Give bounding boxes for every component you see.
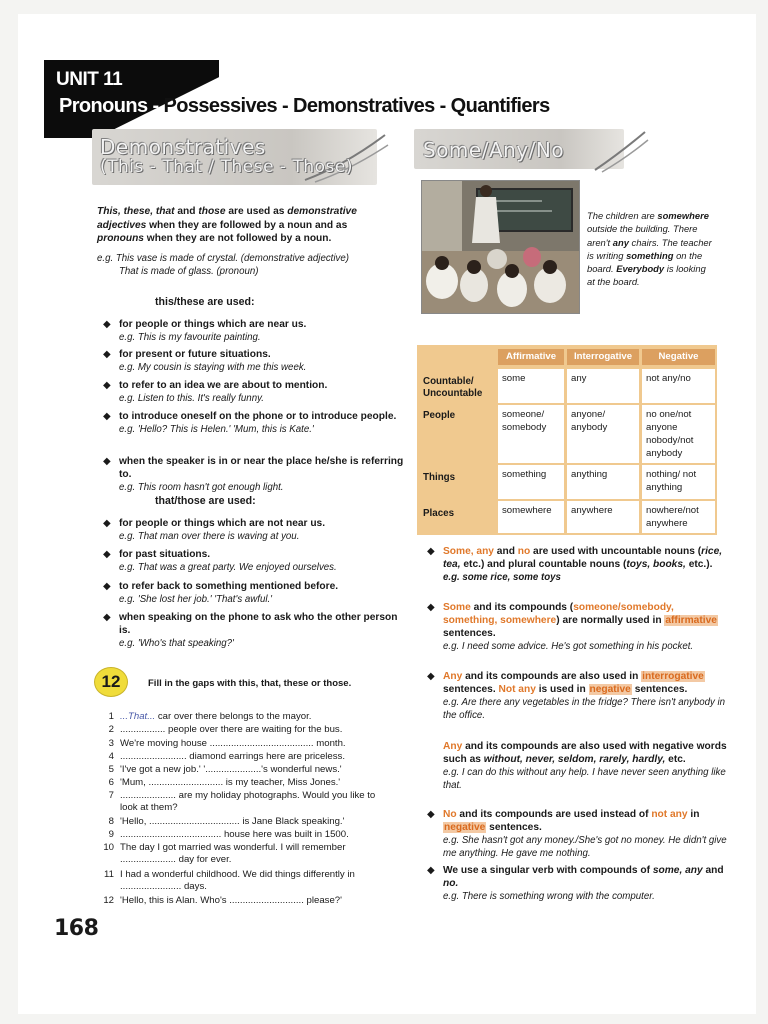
- exercise-item-text: ......................... diamond earrings here are priceless.: [120, 751, 346, 762]
- rule-fragment: are used with uncountable nouns (: [530, 546, 702, 557]
- demonstratives-banner-subtitle: (This - That / These - Those): [100, 157, 353, 177]
- banner-swoosh-right: [590, 128, 650, 173]
- rule-example: e.g. My cousin is staying with me this week.: [119, 362, 307, 373]
- rule-fragment: rice, tea,: [443, 546, 723, 570]
- highlight: Some: [443, 602, 471, 613]
- exercise-item: [108, 751, 420, 763]
- diamond-bullet-icon: ◆: [103, 612, 111, 623]
- exercise-item-number: 10: [103, 842, 114, 853]
- table-row-label: Countable/ Uncountable: [423, 376, 483, 399]
- rule-example: e.g. Listen to this. It's really funny.: [119, 393, 264, 404]
- diamond-bullet-icon: ◆: [427, 546, 435, 557]
- table-cell: anything: [567, 465, 639, 499]
- diamond-bullet-icon: ◆: [103, 518, 111, 529]
- caption-text: The children are: [587, 210, 658, 221]
- caption-bold: something: [626, 249, 674, 261]
- rule-text: to refer back to something mentioned before.: [119, 581, 339, 592]
- rule-fragment: etc.).: [685, 559, 713, 570]
- exercise-item: [103, 842, 395, 866]
- diamond-bullet-icon: ◆: [427, 809, 435, 820]
- intro-term-those: those: [198, 206, 226, 217]
- table-cell: something: [498, 465, 564, 499]
- rule-any: [427, 670, 728, 722]
- rule-singular-verb: [427, 864, 728, 903]
- rule-fragment: sentences.: [486, 822, 542, 833]
- rule-some-any-no: [427, 545, 728, 584]
- intro-term-this-these-that: This, these, that: [97, 206, 175, 217]
- exercise-item-text: ..................... are my holiday photographs. Would you like to look at them?: [120, 790, 376, 813]
- exercise-item: [103, 895, 420, 907]
- rule-text: [443, 740, 728, 766]
- exercise-item-text: We're moving house ....................................... month.: [120, 738, 346, 749]
- highlight: Not any: [498, 684, 536, 695]
- diamond-bullet-icon: ◆: [103, 456, 111, 467]
- highlight: someone/somebody, something, somewhere: [443, 602, 674, 626]
- rule-fragment: and its compounds (: [470, 602, 574, 613]
- unit-title: [59, 95, 550, 118]
- caption-text: on the board.: [587, 249, 703, 275]
- table-cell: anyone/ anybody: [567, 405, 639, 463]
- rule-fragment: without, never, seldom, rarely, hardly,: [483, 754, 666, 765]
- this-these-item: [103, 348, 411, 374]
- rule-text: [443, 864, 728, 890]
- unit-title-part1: Pronouns -: [59, 95, 164, 117]
- exercise-item-number: 6: [108, 777, 114, 788]
- exercise-item-number: 8: [108, 816, 114, 827]
- exercise-item-number: 12: [103, 895, 114, 906]
- highlight: negative: [444, 822, 486, 833]
- intro-term-pronouns: pronouns: [97, 233, 144, 244]
- highlight: negative: [589, 684, 631, 695]
- table-header-affirmative: Affirmative: [498, 349, 564, 365]
- that-those-item: [103, 580, 411, 606]
- diamond-bullet-icon: ◆: [103, 349, 111, 360]
- table-cell: some: [498, 369, 564, 403]
- exercise-item: [108, 829, 420, 841]
- rule-text: when the speaker is in or near the place he/she is referring to.: [119, 456, 404, 480]
- exercise-item: [108, 724, 420, 736]
- rule-fragment: and its compounds are used instead of: [456, 809, 652, 820]
- highlight: affirmative: [665, 615, 717, 626]
- intro-term-demonstrative-adjectives: demonstrative adjectives: [97, 206, 357, 231]
- table-cell: any: [567, 369, 639, 403]
- this-these-item: [103, 379, 411, 405]
- highlight: No: [443, 809, 457, 820]
- exercise-item-number: 2: [108, 724, 114, 735]
- rule-fragment: no.: [443, 878, 459, 889]
- demonstratives-example-1: e.g. This vase is made of crystal. (demonstrative adjective): [97, 253, 349, 264]
- exercise-number-badge: 12: [94, 667, 128, 697]
- rule-example: e.g. This is my favourite painting.: [119, 332, 261, 343]
- table-cell: nowhere/not anywhere: [642, 501, 715, 533]
- rule-text: [443, 670, 728, 696]
- demonstratives-example-2: That is made of glass. (pronoun): [119, 266, 259, 277]
- exercise-item: [104, 869, 395, 893]
- rule-some: [427, 601, 728, 653]
- exercise-item-number: 3: [108, 738, 114, 749]
- rule-fragment: and: [702, 865, 724, 876]
- table-row-label: Places: [423, 508, 455, 519]
- caption-bold: any: [612, 236, 629, 248]
- exercise-item-text: 'I've got a new job.' '.....................'s wonderful news.': [120, 764, 342, 775]
- demonstratives-banner-title: Demonstratives: [100, 135, 266, 159]
- rule-fragment: sentences.: [631, 684, 688, 695]
- this-these-item: [103, 455, 411, 494]
- exercise-item: [108, 777, 420, 789]
- highlight: Some, any: [443, 546, 494, 557]
- table-cell: somewhere: [498, 501, 564, 533]
- highlight: Any: [443, 741, 463, 752]
- diamond-bullet-icon: ◆: [427, 865, 435, 876]
- caption-text: is looking at the board.: [587, 263, 706, 288]
- rule-example: e.g. 'Hello? This is Helen.' 'Mum, this is Kate.': [119, 424, 314, 435]
- exercise-item-number: 5: [108, 764, 114, 775]
- exercise-item-text: ...................................... house here was built in 1500.: [120, 829, 349, 840]
- caption-text: outside the building. There aren't: [587, 223, 698, 248]
- table-header-negative: Negative: [642, 349, 715, 365]
- rule-example: e.g. I need some advice. He's got something in his pocket.: [443, 641, 694, 652]
- that-those-item: [103, 517, 411, 543]
- rule-fragment: sentences.: [443, 628, 496, 639]
- rule-text: for present or future situations.: [119, 349, 271, 360]
- exercise-item-text: I had a wonderful childhood. We did things differently in ....................... days.: [120, 869, 355, 892]
- caption-bold: Everybody: [616, 263, 665, 275]
- exercise-answer: ...That...: [120, 711, 156, 722]
- that-those-heading: that/those are used:: [155, 495, 256, 507]
- rule-example: e.g. She hasn't got any money./She's got no money. He didn't give me anything. He gave me nothing.: [443, 835, 727, 859]
- diamond-bullet-icon: ◆: [103, 411, 111, 422]
- this-these-heading: this/these are used:: [155, 296, 255, 308]
- rule-text: when speaking on the phone to ask who the other person is.: [119, 612, 398, 636]
- table-row-label: People: [423, 410, 456, 421]
- rule-example: e.g. That was a great party. We enjoyed ourselves.: [119, 562, 337, 573]
- exercise-item-text: ................. people over there are waiting for the bus.: [120, 724, 343, 735]
- diamond-bullet-icon: ◆: [103, 581, 111, 592]
- rule-text: [443, 808, 728, 834]
- photo-caption: [587, 209, 712, 289]
- table-header-interrogative: Interrogative: [567, 349, 639, 365]
- rule-no: [427, 808, 728, 860]
- rule-fragment: and its compounds are also used with negative words such as: [443, 741, 727, 765]
- caption-text: chairs. The teacher is writing: [587, 236, 712, 261]
- intro-text: when they are not followed by a noun.: [143, 233, 332, 244]
- rule-fragment: etc.) and plural countable nouns (: [460, 559, 627, 570]
- demonstratives-intro: [97, 205, 393, 246]
- exercise-item-number: 7: [108, 790, 114, 801]
- rule-fragment: ) are normally used in: [556, 615, 665, 626]
- rule-example: e.g. 'Who's that speaking?': [119, 638, 234, 649]
- rule-fragment: We use a singular verb with compounds of: [443, 865, 653, 876]
- intro-text: when they are followed by a noun and as: [146, 219, 348, 231]
- exercise-item-text: 'Hello, this is Alan. Who's ............................ please?': [120, 895, 342, 906]
- rule-example: e.g. This room hasn't got enough light.: [119, 482, 284, 493]
- rule-example: e.g. There is something wrong with the computer.: [443, 891, 655, 902]
- rule-example: e.g. Are there any vegetables in the fridge? There isn't anybody in the office.: [443, 697, 726, 721]
- exercise-item-number: 1: [108, 711, 114, 722]
- exercise-item: [108, 738, 420, 750]
- highlight: Any: [443, 671, 463, 682]
- that-those-item: [103, 611, 411, 650]
- rule-example: e.g. 'She lost her job.' 'That's awful.': [119, 594, 273, 605]
- rule-any-negative-words: [443, 740, 728, 792]
- highlight: no: [517, 546, 531, 557]
- exercise-item-number: 11: [104, 869, 114, 880]
- this-these-item: [103, 318, 411, 344]
- exercise-item: [108, 764, 420, 776]
- exercise-instruction: Fill in the gaps with this, that, these or those.: [148, 678, 352, 689]
- diamond-bullet-icon: ◆: [427, 602, 435, 613]
- exercise-item-text: 'Mum, ............................ is my teacher, Miss Jones.': [120, 777, 341, 788]
- rule-example: e.g. That man over there is waving at you.: [119, 531, 300, 542]
- exercise-item: [108, 816, 420, 828]
- rule-text: to introduce oneself on the phone or to introduce people.: [119, 411, 397, 422]
- caption-bold: somewhere: [657, 210, 709, 221]
- rule-text: for people or things which are not near us.: [119, 518, 326, 529]
- rule-fragment: toys, books,: [626, 559, 686, 570]
- exercise-item-text: 'Hello, .................................. is Jane Black speaking.': [120, 816, 345, 827]
- intro-text: and: [174, 206, 199, 217]
- rule-fragment: is used in: [535, 684, 589, 695]
- exercise-item: [108, 790, 395, 814]
- exercise-item-text: The day I got married was wonderful. I will remember ..................... day for ever.: [120, 842, 346, 865]
- rule-text: to refer to an idea we are about to mention.: [119, 380, 328, 391]
- unit-label: UNIT 11: [56, 69, 123, 90]
- table-cell: not any/no: [642, 369, 715, 403]
- diamond-bullet-icon: ◆: [427, 671, 435, 682]
- rule-fragment: in: [687, 809, 700, 820]
- some-any-no-banner-title: Some/Any/No: [423, 138, 565, 162]
- intro-text: are used as: [225, 206, 288, 217]
- rule-fragment: and its compounds are also used in: [462, 671, 642, 682]
- classroom-photo: [421, 180, 580, 314]
- rule-text: for people or things which are near us.: [119, 319, 307, 330]
- rule-text: [443, 601, 728, 640]
- rule-example: e.g. some rice, some toys: [443, 572, 561, 583]
- rule-example: e.g. I can do this without any help. I have never seen anything like that.: [443, 767, 726, 791]
- diamond-bullet-icon: ◆: [103, 319, 111, 330]
- this-these-item: [103, 410, 411, 436]
- diamond-bullet-icon: ◆: [103, 380, 111, 391]
- some-any-no-table: [417, 345, 717, 535]
- unit-title-part2: Possessives - Demonstratives - Quantifiers: [163, 95, 550, 117]
- that-those-item: [103, 548, 411, 574]
- highlight: interrogative: [642, 671, 704, 682]
- table-row-label: Things: [423, 472, 456, 483]
- exercise-item-number: 9: [108, 829, 114, 840]
- diamond-bullet-icon: ◆: [103, 549, 111, 560]
- rule-fragment: sentences.: [443, 684, 499, 695]
- exercise-item-number: 4: [108, 751, 114, 762]
- table-cell: no one/not anyone nobody/not anybody: [642, 405, 715, 463]
- table-cell: someone/ somebody: [498, 405, 564, 463]
- exercise-item-text: car over there belongs to the mayor.: [155, 711, 312, 722]
- rule-text: for past situations.: [119, 549, 211, 560]
- rule-fragment: and: [493, 546, 518, 557]
- page-number: 168: [54, 916, 99, 941]
- table-cell: anywhere: [567, 501, 639, 533]
- rule-fragment: some, any: [652, 865, 703, 876]
- highlight: not any: [651, 809, 688, 820]
- rule-text: [443, 545, 728, 571]
- rule-fragment: etc.: [665, 754, 686, 765]
- exercise-item: [108, 711, 420, 723]
- table-cell: nothing/ not anything: [642, 465, 715, 499]
